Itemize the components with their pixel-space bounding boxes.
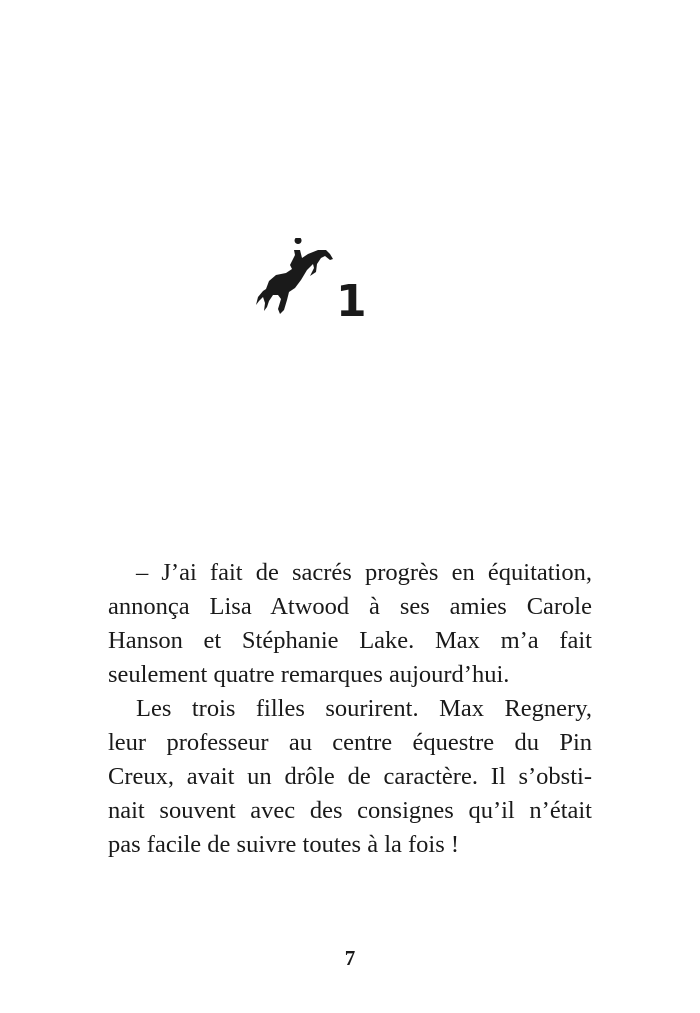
text-line: leur professeur au centre équestre du Pin: [108, 729, 592, 756]
body-text: [108, 556, 592, 862]
text-line: Hanson et Stéphanie Lake. Max m’a fait: [108, 627, 592, 654]
text-line: annonça Lisa Atwood à ses amies Carole: [108, 593, 592, 620]
text-line: Les trois filles sourirent. Max Regnery,: [136, 695, 592, 722]
chapter-number: 1: [336, 276, 367, 327]
text-line: Creux, avait un drôle de caractère. Il s’obsti-: [108, 763, 592, 790]
page-number: 7: [344, 946, 356, 970]
text-line: seulement quatre remarques aujourd’hui.: [108, 661, 510, 688]
show-jumping-horse-icon: [252, 238, 338, 324]
text-line: – J’ai fait de sacrés progrès en équitation,: [136, 559, 592, 586]
text-line: pas facile de suivre toutes à la fois !: [108, 831, 460, 858]
text-line: nait souvent avec des consignes qu’il n’était: [108, 797, 592, 824]
